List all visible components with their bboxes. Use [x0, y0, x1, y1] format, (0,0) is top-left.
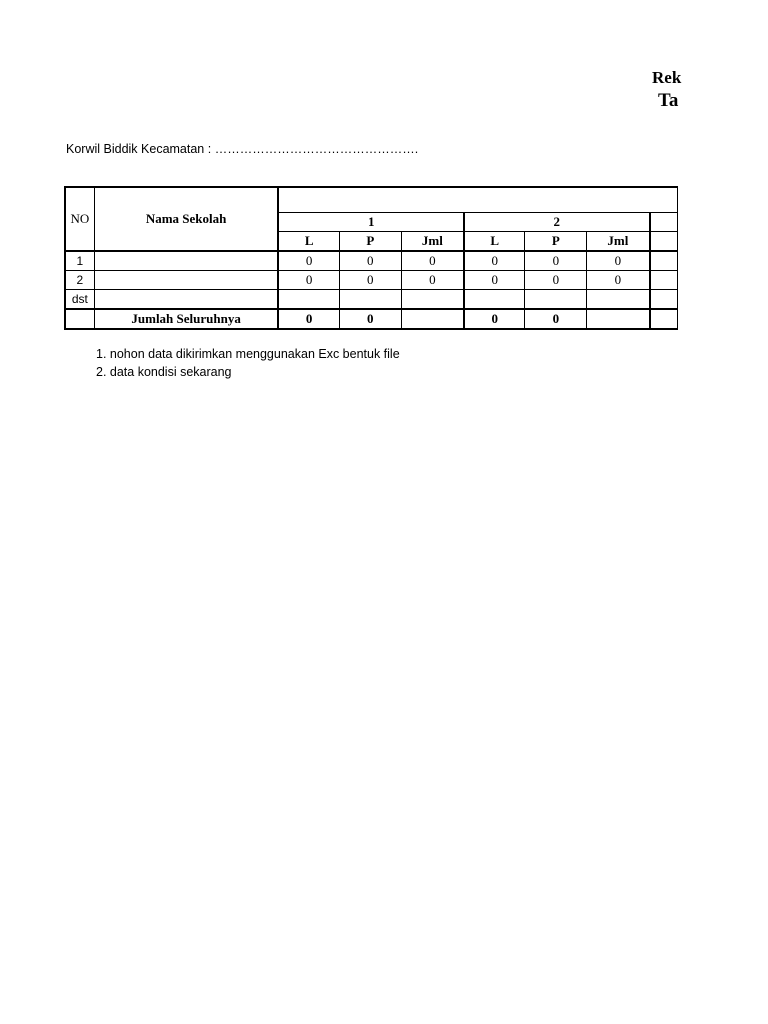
header-l: L — [278, 232, 339, 252]
report-title-line2: Ta — [658, 90, 679, 111]
cell-value — [525, 290, 587, 310]
header-extra — [650, 232, 678, 252]
cell-value — [650, 290, 678, 310]
header-group-3 — [650, 213, 678, 232]
note-item: 1. nohon data dikirimkan menggunakan Exc bentuk file — [96, 347, 400, 361]
table-row — [65, 271, 678, 290]
cell-value — [587, 290, 650, 310]
row-name — [94, 290, 278, 310]
total-value — [587, 309, 650, 329]
total-row — [65, 309, 678, 329]
table-row — [65, 290, 678, 310]
total-value — [401, 309, 464, 329]
total-no — [65, 309, 94, 329]
header-p: P — [525, 232, 587, 252]
recap-table — [64, 186, 678, 330]
notes — [96, 345, 400, 381]
header-l: L — [464, 232, 525, 252]
header-no: NO — [65, 187, 94, 251]
row-name — [94, 271, 278, 290]
korwil-dots: …………………………………………. — [214, 142, 419, 156]
total-value: 0 — [339, 309, 401, 329]
korwil-field — [66, 142, 418, 156]
cell-value: 0 — [587, 271, 650, 290]
cell-value: 0 — [401, 271, 464, 290]
header-jml: Jml — [401, 232, 464, 252]
cell-value — [339, 290, 401, 310]
cell-value — [464, 290, 525, 310]
korwil-label: Korwil Biddik Kecamatan : — [66, 142, 212, 156]
header-group-1: 1 — [278, 213, 464, 232]
report-title-line1: Rek — [652, 68, 682, 87]
cell-value: 0 — [339, 251, 401, 271]
cell-value: 0 — [525, 271, 587, 290]
total-value: 0 — [464, 309, 525, 329]
total-label: Jumlah Seluruhnya — [94, 309, 278, 329]
cell-value: 0 — [464, 251, 525, 271]
header-nama-sekolah: Nama Sekolah — [94, 187, 278, 251]
cell-value: 0 — [464, 271, 525, 290]
cell-value: 0 — [278, 271, 339, 290]
row-name — [94, 251, 278, 271]
total-value: 0 — [278, 309, 339, 329]
total-value — [650, 309, 678, 329]
cell-value — [650, 271, 678, 290]
table-row — [65, 251, 678, 271]
total-value: 0 — [525, 309, 587, 329]
cell-value: 0 — [278, 251, 339, 271]
cell-value — [650, 251, 678, 271]
cell-value: 0 — [525, 251, 587, 271]
header-group-2: 2 — [464, 213, 650, 232]
cell-value: 0 — [401, 251, 464, 271]
row-no: 1 — [65, 251, 94, 271]
header-p: P — [339, 232, 401, 252]
cell-value: 0 — [587, 251, 650, 271]
row-no: dst — [65, 290, 94, 310]
header-jml: Jml — [587, 232, 650, 252]
note-item: 2. data kondisi sekarang — [96, 365, 232, 379]
cell-value: 0 — [339, 271, 401, 290]
header-top-band — [278, 187, 677, 213]
cell-value — [401, 290, 464, 310]
row-no: 2 — [65, 271, 94, 290]
cell-value — [278, 290, 339, 310]
